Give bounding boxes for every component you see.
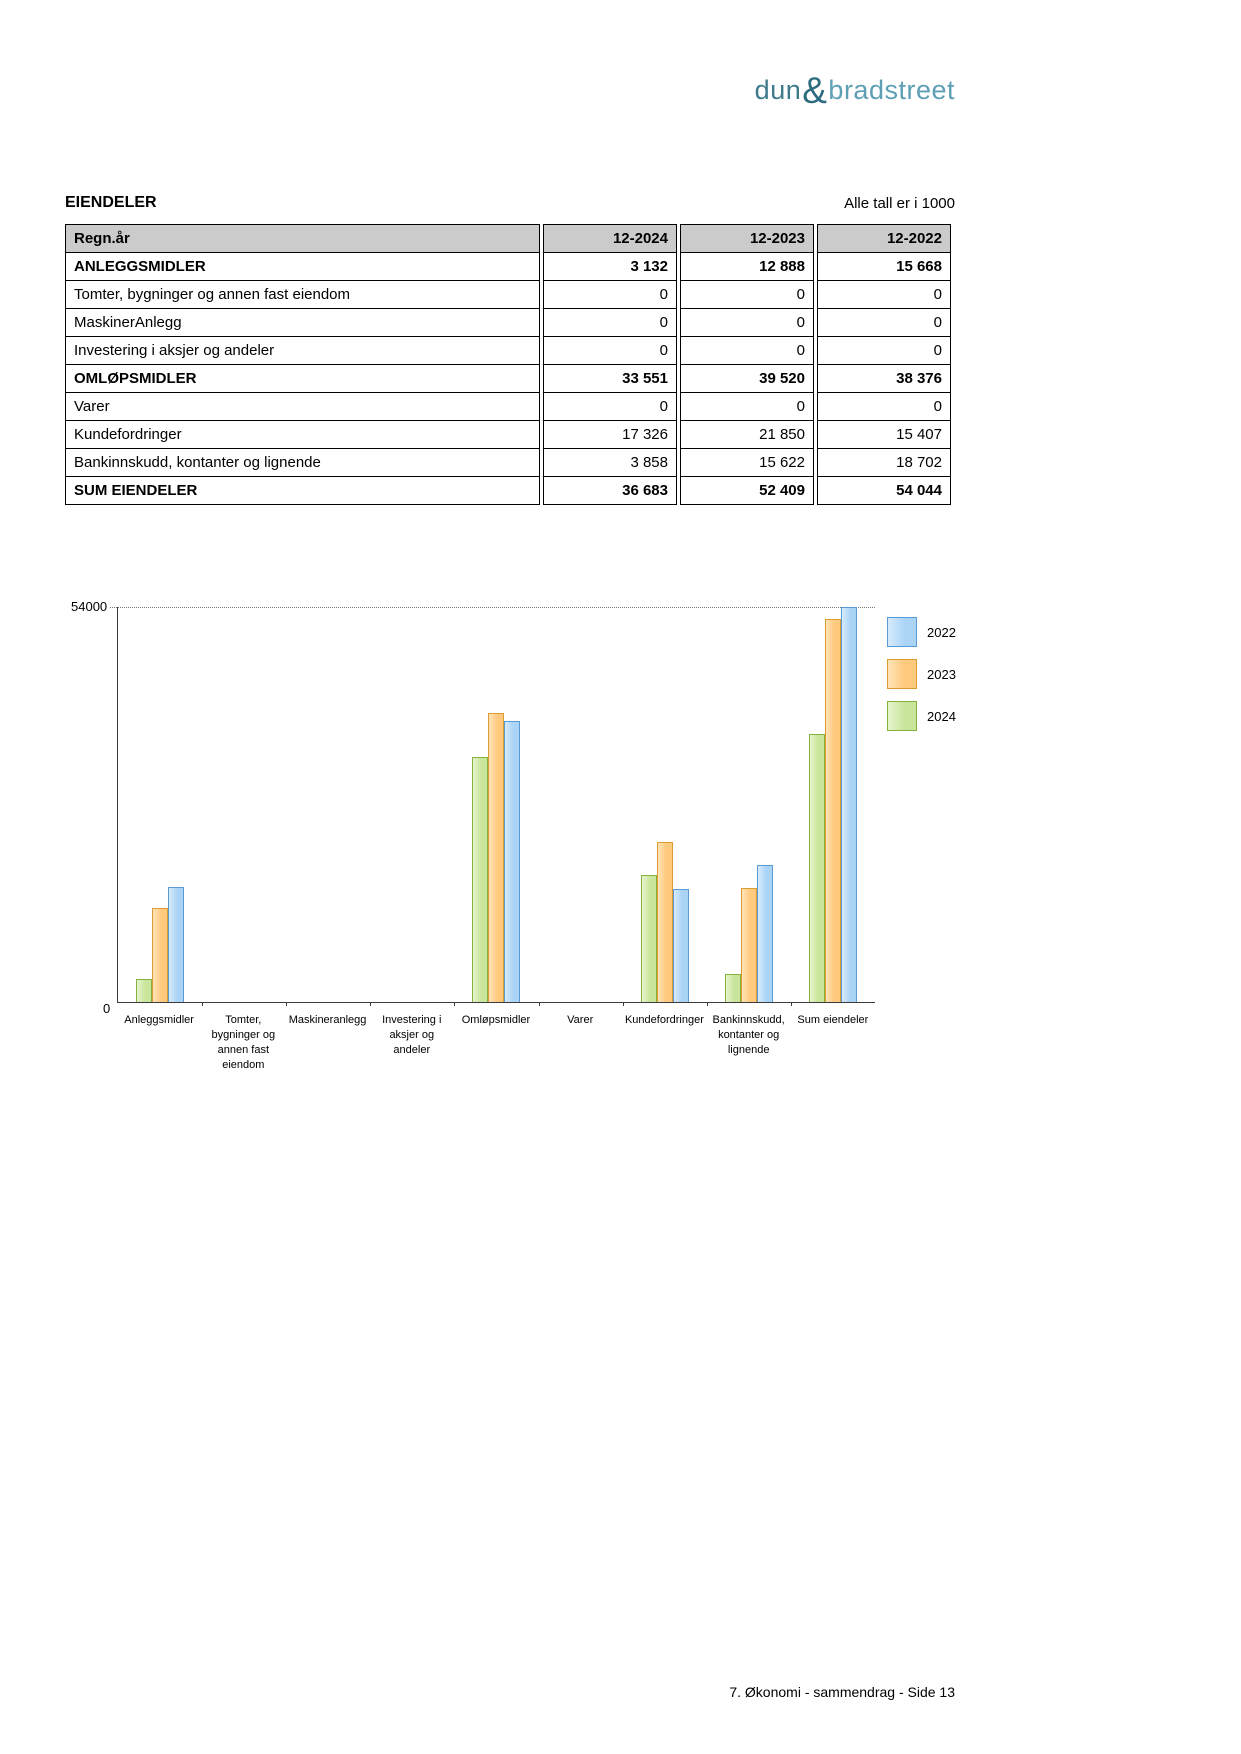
bar-group (286, 607, 370, 1002)
table-row (65, 420, 955, 449)
x-axis-tick (454, 1002, 455, 1006)
x-axis-label: Tomter, bygninger og annen fast eiendom (211, 1014, 276, 1071)
table-column-header: 12-2024 (543, 224, 677, 253)
table-row (65, 336, 955, 365)
section-title: EIENDELER (65, 194, 157, 211)
table-cell-value: 39 520 (680, 364, 814, 393)
legend-swatch-2023 (887, 659, 917, 689)
bar-2024 (809, 734, 825, 1002)
legend-item-2022 (887, 617, 956, 647)
y-axis-max-label: 54000 (71, 599, 108, 614)
x-axis-tick (539, 1002, 540, 1006)
table-row (65, 252, 955, 281)
table-cell-value: 17 326 (543, 420, 677, 449)
x-axis-tick (370, 1002, 371, 1006)
table-cell-value: 0 (680, 280, 814, 309)
table-cell-value: 36 683 (543, 476, 677, 505)
table-row (65, 308, 955, 337)
table-cell-value: 15 407 (817, 420, 951, 449)
bar-2023 (488, 713, 504, 1002)
table-column-header: 12-2022 (817, 224, 951, 253)
x-axis-label: Varer (567, 1014, 594, 1026)
bar-2022 (504, 721, 520, 1002)
x-axis-label: Investering i aksjer og andeler (382, 1014, 442, 1056)
legend-swatch-2024 (887, 701, 917, 731)
page-footer: 7. Økonomi - sammendrag - Side 13 (729, 1684, 955, 1700)
table-cell-value: 3 132 (543, 252, 677, 281)
table-cell-value: 0 (680, 336, 814, 365)
bar-2023 (741, 888, 757, 1002)
table-cell-label: MaskinerAnlegg (65, 308, 540, 337)
chart-legend (887, 617, 956, 743)
bar-group (454, 607, 538, 1002)
legend-label-2024: 2024 (927, 708, 956, 724)
table-column-header: Regn.år (65, 224, 540, 253)
legend-item-2023 (887, 659, 956, 689)
bar-2024 (136, 979, 152, 1002)
bar-group (202, 607, 286, 1002)
table-cell-value: 3 858 (543, 448, 677, 477)
table-cell-label: Varer (65, 392, 540, 421)
table-cell-value: 0 (817, 392, 951, 421)
x-axis-tick (202, 1002, 203, 1006)
y-axis-zero-label: 0 (103, 1001, 111, 1016)
table-cell-label: SUM EIENDELER (65, 476, 540, 505)
bar-2023 (657, 842, 673, 1002)
table-cell-label: OMLØPSMIDLER (65, 364, 540, 393)
dun-bradstreet-logo (755, 70, 955, 112)
table-cell-value: 21 850 (680, 420, 814, 449)
bar-group (370, 607, 454, 1002)
bar-2022 (757, 865, 773, 1002)
table-row (65, 392, 955, 421)
table-cell-label: Investering i aksjer og andeler (65, 336, 540, 365)
table-cell-value: 0 (817, 336, 951, 365)
ampersand-icon: & (802, 70, 828, 111)
legend-item-2024 (887, 701, 956, 731)
bar-2022 (841, 607, 857, 1002)
section-head (65, 194, 955, 212)
table-cell-value: 52 409 (680, 476, 814, 505)
table-cell-value: 18 702 (817, 448, 951, 477)
table-column-header: 12-2023 (680, 224, 814, 253)
bar-group (118, 607, 202, 1002)
bar-2022 (168, 887, 184, 1002)
logo-text-dun: dun (754, 75, 802, 105)
bar-2023 (825, 619, 841, 1002)
table-cell-label: Tomter, bygninger og annen fast eiendom (65, 280, 540, 309)
x-axis-label: Anleggsmidler (124, 1014, 194, 1026)
table-cell-value: 0 (543, 280, 677, 309)
x-axis-label: Bankinnskudd, kontanter og lignende (712, 1014, 785, 1056)
x-axis-label: Sum eiendeler (797, 1014, 869, 1026)
x-axis-labels (117, 1013, 875, 1073)
table-cell-value: 0 (543, 392, 677, 421)
table-cell-value: 0 (680, 308, 814, 337)
table-cell-value: 38 376 (817, 364, 951, 393)
units-note: Alle tall er i 1000 (844, 195, 955, 212)
bar-group (791, 607, 875, 1002)
table-cell-label: Kundefordringer (65, 420, 540, 449)
x-axis-label: Maskineranlegg (288, 1014, 367, 1026)
logo-text-bradstreet: bradstreet (828, 75, 955, 105)
bar-group (623, 607, 707, 1002)
x-axis-tick (707, 1002, 708, 1006)
x-axis-label: Kundefordringer (624, 1014, 704, 1026)
table-cell-value: 0 (543, 336, 677, 365)
bar-2022 (673, 889, 689, 1002)
assets-bar-chart (65, 599, 965, 1125)
legend-swatch-2022 (887, 617, 917, 647)
table-cell-value: 0 (680, 392, 814, 421)
table-cell-value: 0 (817, 280, 951, 309)
table-row (65, 476, 955, 505)
bar-2023 (152, 908, 168, 1002)
x-axis-tick (286, 1002, 287, 1006)
bar-2024 (725, 974, 741, 1002)
table-cell-label: ANLEGGSMIDLER (65, 252, 540, 281)
bar-group (707, 607, 791, 1002)
table-cell-value: 0 (543, 308, 677, 337)
table-cell-value: 54 044 (817, 476, 951, 505)
bar-group (539, 607, 623, 1002)
table-cell-value: 0 (817, 308, 951, 337)
x-axis-ticks (118, 1002, 875, 1007)
table-cell-value: 12 888 (680, 252, 814, 281)
table-cell-value: 15 668 (817, 252, 951, 281)
bar-2024 (641, 875, 657, 1002)
legend-label-2022: 2022 (927, 624, 956, 640)
table-cell-value: 33 551 (543, 364, 677, 393)
table-cell-label: Bankinnskudd, kontanter og lignende (65, 448, 540, 477)
x-axis-tick (791, 1002, 792, 1006)
table-row (65, 280, 955, 309)
table-cell-value: 15 622 (680, 448, 814, 477)
x-axis-label: Omløpsmidler (461, 1014, 531, 1026)
table-header-row (65, 224, 955, 253)
chart-plot-area (117, 607, 875, 1003)
chart-groups (118, 607, 875, 1002)
legend-label-2023: 2023 (927, 666, 956, 682)
assets-table (65, 224, 955, 505)
table-row (65, 448, 955, 477)
table-row (65, 364, 955, 393)
bar-2024 (472, 757, 488, 1002)
x-axis-tick (623, 1002, 624, 1006)
